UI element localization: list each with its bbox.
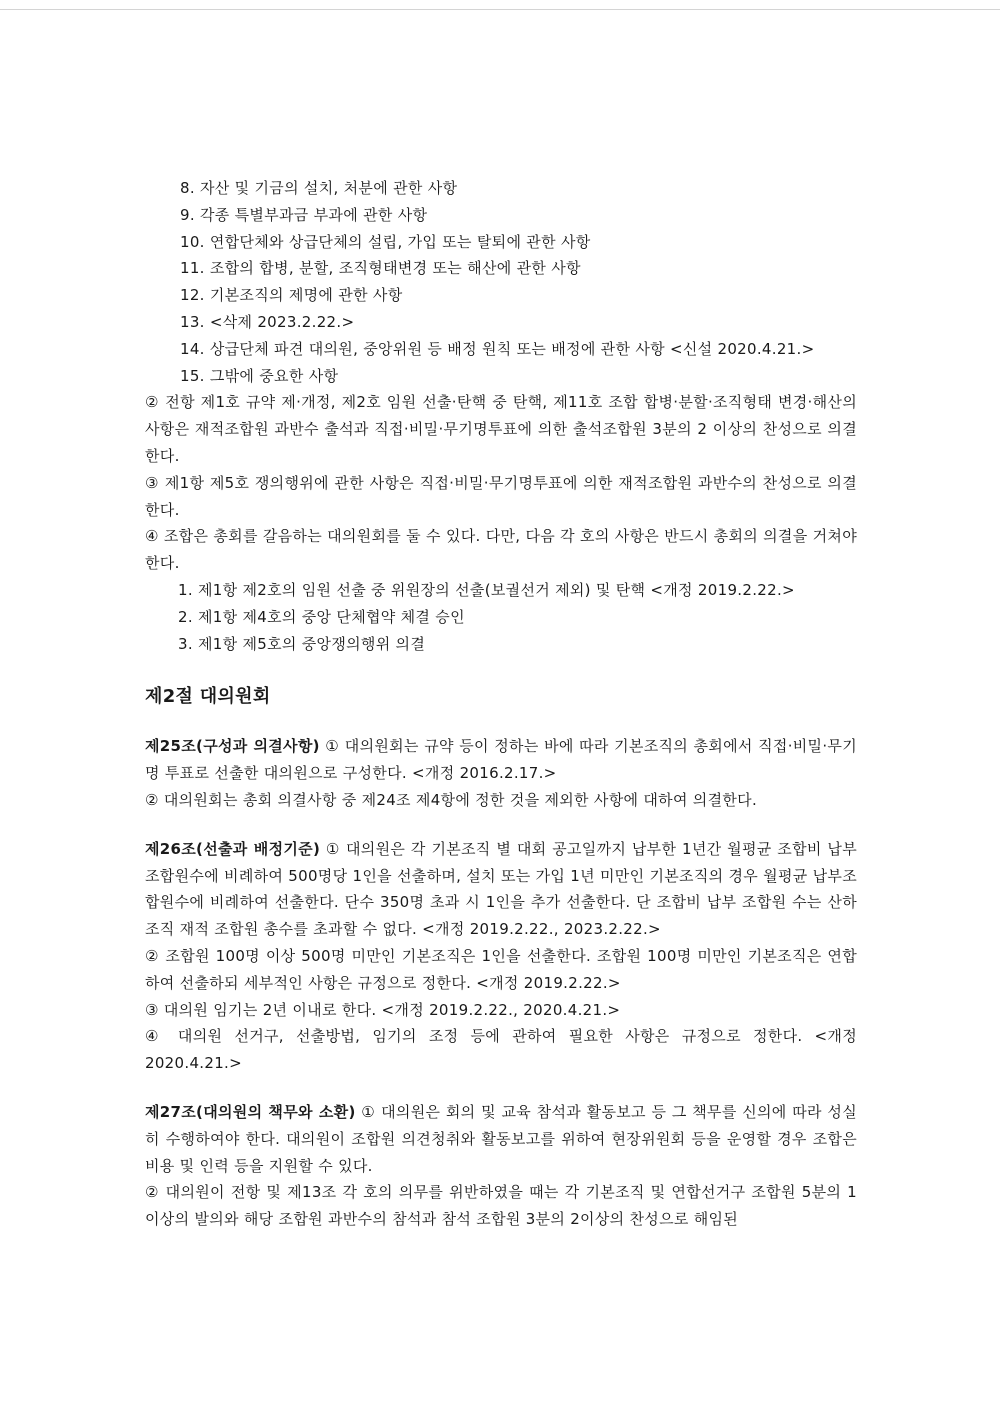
- article-heading: 제26조(선출과 배정기준): [145, 839, 321, 858]
- article-heading: 제25조(구성과 의결사항): [145, 737, 320, 756]
- list-item: 10. 연합단체와 상급단체의 설립, 가입 또는 탈퇴에 관한 사항: [180, 232, 591, 251]
- list-item: 8. 자산 및 기금의 설치, 처분에 관한 사항: [180, 179, 458, 197]
- agenda-list: [145, 175, 857, 389]
- general-assembly-list: [145, 577, 857, 657]
- article-26-para-4: ④ 대의원 선거구, 선출방법, 임기의 조정 등에 관하여 필요한 사항은 규정으로 정한다. <개정 2020.4.21.>: [145, 1027, 857, 1073]
- list-item: 1. 제1항 제2호의 임원 선출 중 위원장의 선출(보궐선거 제외) 및 탄핵 <개정 2019.2.22.>: [178, 580, 795, 599]
- paragraph-2: ② 전항 제1호 규약 제·개정, 제2호 임원 선출·탄핵 중 탄핵, 제11호 조합 합병·분할·조직형태 변경·해산의 사항은 재적조합원 과반수 출석과 직접·비밀·무기명투표에 의한 출석조합원 3분의 2 이상의 찬성으로 의결한다.: [145, 393, 857, 465]
- list-item: 14. 상급단체 파견 대의원, 중앙위원 등 배정 원칙 또는 배정에 관한 사항 <신설 2020.4.21.>: [180, 339, 815, 358]
- list-item: 2. 제1항 제4호의 중앙 단체협약 체결 승인: [178, 607, 465, 626]
- list-item: 15. 그밖에 중요한 사항: [180, 366, 339, 385]
- paragraph-3: ③ 제1항 제5호 쟁의행위에 관한 사항은 직접·비밀·무기명투표에 의한 재적조합원 과반수의 찬성으로 의결한다.: [145, 473, 857, 519]
- article-27: [145, 1099, 857, 1233]
- list-item: 11. 조합의 합병, 분할, 조직형태변경 또는 해산에 관한 사항: [180, 259, 581, 278]
- article-26-para-2: ② 조합원 100명 이상 500명 미만인 기본조직은 1인을 선출한다. 조합원 100명 미만인 기본조직은 연합하여 선출하되 세부적인 사항은 규정으로 정한다. <개정 2019.2.22.>: [145, 946, 857, 992]
- document-page: [145, 175, 857, 1233]
- article-text: ① 대의원은 각 기본조직 별 대회 공고일까지 납부한 1년간 월평균 조합비 납부 조합원수에 비례하여 500명당 1인을 선출하며, 설치 또는 가입 1년 미만인 기본조직의 경우 월평균 납부조합원수에 비례하여 선출한다. 단수 350명 초과 시 1인을 추가 선출한다. 단 조합비 납부 조합원 수는 산하조직 재적 조합원 총수를 초과할 수 없다. <개정 2019.2.22., 2023.2.22.>: [145, 839, 857, 939]
- article-26-para-1: [145, 836, 857, 943]
- article-25: [145, 733, 857, 813]
- article-27-para-1: [145, 1099, 857, 1179]
- list-item: 3. 제1항 제5호의 중앙쟁의행위 의결: [178, 634, 426, 653]
- article-25-para-2: ② 대의원회는 총회 의결사항 중 제24조 제4항에 정한 것을 제외한 사항에 대하여 의결한다.: [145, 790, 758, 809]
- article-27-para-2: ② 대의원이 전항 및 제13조 각 호의 의무를 위반하였을 때는 각 기본조직 및 연합선거구 조합원 5분의 1 이상의 발의와 해당 조합원 과반수의 참석과 참석 조합원 3분의 2이상의 찬성으로 해임된: [145, 1183, 857, 1229]
- article-26: [145, 836, 857, 1077]
- article-text: ① 대의원회는 규약 등이 정하는 바에 따라 기본조직의 총회에서 직접·비밀·무기명 투표로 선출한 대의원으로 구성한다. <개정 2016.2.17.>: [145, 737, 857, 783]
- article-25-para-1: [145, 733, 857, 787]
- page-top-border: [0, 9, 1000, 10]
- article-26-para-3: ③ 대의원 임기는 2년 이내로 한다. <개정 2019.2.22., 2020.4.21.>: [145, 1000, 621, 1019]
- list-item: 9. 각종 특별부과금 부과에 관한 사항: [180, 205, 428, 224]
- list-item: 13. <삭제 2023.2.22.>: [180, 312, 355, 331]
- article-heading: 제27조(대의원의 책무와 소환): [145, 1102, 356, 1121]
- section-title: 제2절 대의원회: [145, 686, 271, 708]
- list-item: 12. 기본조직의 제명에 관한 사항: [180, 286, 403, 305]
- article-text: ① 대의원은 회의 및 교육 참석과 활동보고 등 그 책무를 신의에 따라 성실히 수행하여야 한다. 대의원이 조합원 의견청취와 활동보고를 위하여 현장위원회 등을 운영할 경우 조합은 비용 및 인력 등을 지원할 수 있다.: [145, 1102, 857, 1175]
- paragraph-4: ④ 조합은 총회를 갈음하는 대의원회를 둘 수 있다. 다만, 다음 각 호의 사항은 반드시 총회의 의결을 거쳐야 한다.: [145, 527, 857, 573]
